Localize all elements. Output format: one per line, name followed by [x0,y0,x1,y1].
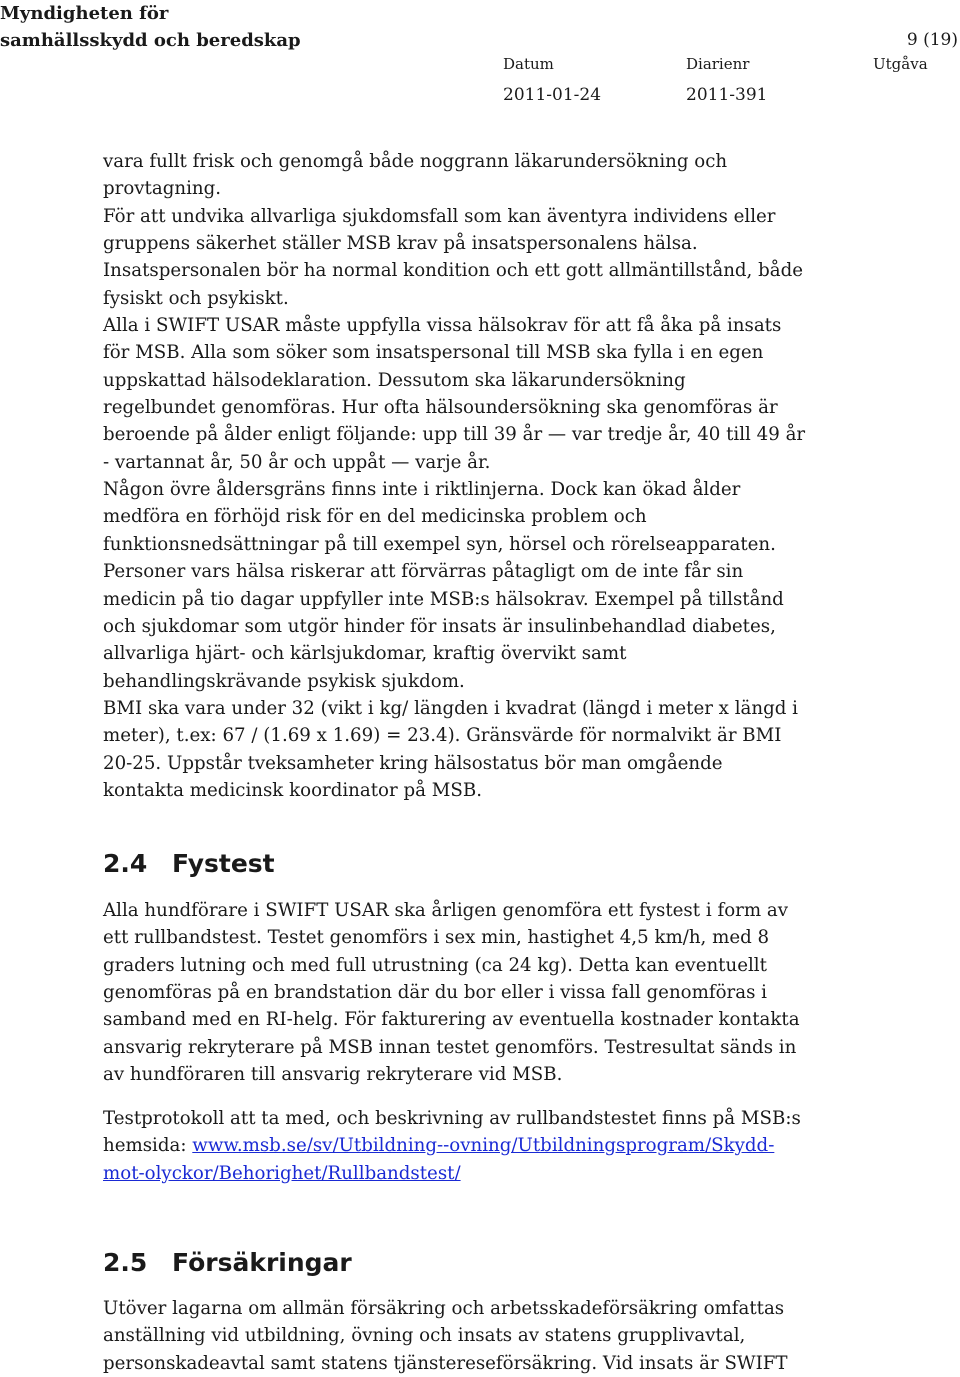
body-line [103,1160,943,1187]
organization-name-line-1: Myndigheten för [0,3,169,24]
body-line: meter), t.ex: 67 / (1.69 x 1.69) = 23.4). Gränsvärde för normalvikt är BMI [103,725,782,747]
diarienr-field [686,54,767,105]
body-line: medföra en förhöjd risk för en del medicinska problem och [103,506,647,528]
body-line: För att undvika allvarliga sjukdomsfall som kan äventyra individens eller [103,205,776,227]
section-heading-forsakringar [103,1247,352,1279]
body-line: personskadeavtal samt statens tjänstereseförsäkring. Vid insats är SWIFT [103,1352,788,1374]
body-line: kontakta medicinsk koordinator på MSB. [103,779,482,801]
page-number: 9 (19) [906,30,958,50]
body-line: Någon övre åldersgräns finns inte i riktlinjerna. Dock kan ökad ålder [103,479,741,501]
body-line: funktionsnedsättningar på till exempel syn, hörsel och rörelseapparaten. [103,533,776,555]
body-line: genomföras på en brandstation där du bor eller i vissa fall genomföras i [103,982,768,1004]
body-line [103,1132,943,1159]
body-line: allvarliga hjärt- och kärlsjukdomar, kraftig övervikt samt [103,643,627,665]
body-line: 20-25. Uppstår tveksamheter kring hälsostatus bör man omgående [103,752,723,774]
body-line: vara fullt frisk och genomgå både noggrann läkarundersökning och [103,151,728,172]
body-line: medicin på tio dagar uppfyller inte MSB:s hälsokrav. Exempel på tillstånd [103,588,784,610]
section-fystest-paragraph-2 [103,1105,943,1187]
edition-field [873,54,928,74]
body-line: behandlingskrävande psykisk sjukdom. [103,670,465,692]
link-prefix: hemsida: [103,1135,193,1157]
body-line: regelbundet genomföras. Hur ofta hälsoundersökning ska genomföras är [103,397,778,419]
body-line: för MSB. Alla som söker som insatspersonal till MSB ska fylla i en egen [103,342,764,364]
organization-name [0,0,301,54]
section-title: Försäkringar [172,1248,352,1277]
body-line: Alla i SWIFT USAR måste uppfylla vissa hälsokrav för att få åka på insats [103,315,782,337]
section-fystest-paragraph-1 [103,897,943,1088]
date-field [503,54,601,105]
date-value: 2011-01-24 [503,85,602,105]
section-number: 2.4 [103,849,148,878]
date-label: Datum [503,55,554,73]
body-line: gruppens säkerhet ställer MSB krav på insatspersonalens hälsa. [103,233,698,255]
diarienr-label: Diarienr [686,55,750,73]
body-line: provtagning. [103,178,222,200]
body-line: BMI ska vara under 32 (vikt i kg/ längden i kvadrat (längd i meter x längd i [103,697,798,719]
body-line: ansvarig rekryterare på MSB innan testet genomförs. Testresultat sänds in [103,1036,797,1058]
edition-label: Utgåva [873,55,928,73]
body-line: av hundföraren till ansvarig rekryterare vid MSB. [103,1064,563,1086]
body-line: Insatspersonalen bör ha normal kondition och ett gott allmäntillstånd, både [103,260,804,282]
body-line: samband med en RI-helg. För fakturering av eventuella kostnader kontakta [103,1009,800,1031]
section-title: Fystest [172,849,275,878]
body-line: anställning vid utbildning, övning och insats av statens grupplivavtal, [103,1325,746,1347]
section-heading-fystest [103,848,275,880]
body-text [103,148,943,804]
section-forsakringar-paragraph-1 [103,1295,943,1377]
section-number: 2.5 [103,1248,148,1277]
body-line: ett rullbandstest. Testet genomförs i sex min, hastighet 4,5 km/h, med 8 [103,927,770,949]
body-line: Testprotokoll att ta med, och beskrivning av rullbandstestet finns på MSB:s [103,1108,801,1129]
body-line: beroende på ålder enligt följande: upp till 39 år — var tredje år, 40 till 49 år [103,424,806,446]
diarienr-value: 2011-391 [686,85,768,105]
organization-name-line-2: samhällsskydd och beredskap [0,30,301,51]
msb-rullbandstest-link[interactable]: www.msb.se/sv/Utbildning--ovning/Utbildningsprogram/Skydd- [192,1135,775,1157]
body-line: graders lutning och med full utrustning (ca 24 kg). Detta kan eventuellt [103,954,767,976]
body-line: Personer vars hälsa riskerar att förvärras påtagligt om de inte får sin [103,561,744,583]
body-line: uppskattad hälsodeklaration. Dessutom ska läkarundersökning [103,369,686,391]
body-line: fysiskt och psykiskt. [103,287,289,309]
body-line: Alla hundförare i SWIFT USAR ska årligen genomföra ett fystest i form av [103,900,788,921]
body-line: och sjukdomar som utgör hinder för insats är insulinbehandlad diabetes, [103,615,776,637]
body-line: Utöver lagarna om allmän försäkring och arbetsskadeförsäkring omfattas [103,1298,785,1319]
body-line: - vartannat år, 50 år och uppåt — varje år. [103,451,491,473]
msb-rullbandstest-link-continued[interactable]: mot-olyckor/Behorighet/Rullbandstest/ [103,1162,461,1184]
